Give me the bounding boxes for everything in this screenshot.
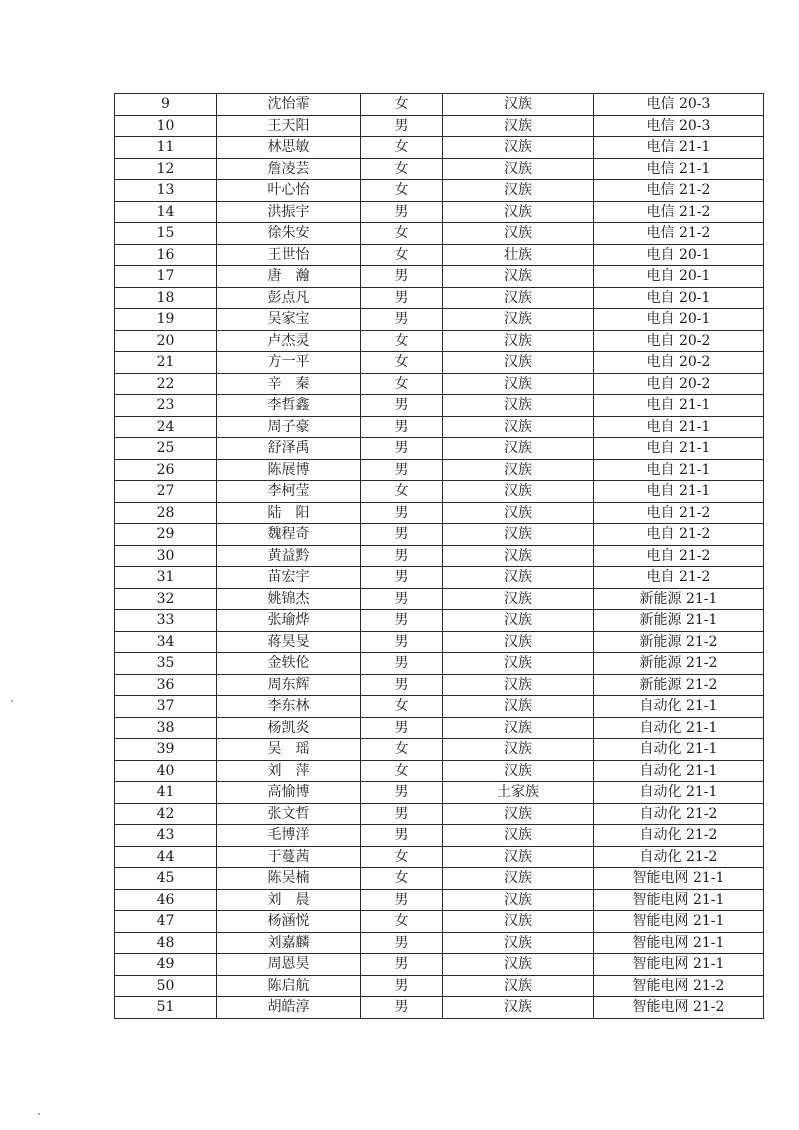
- ethnicity-cell: 汉族: [443, 975, 594, 997]
- table-row: [115, 502, 764, 524]
- student-name-cell: 于蔓茜: [217, 846, 361, 868]
- gender-cell: 女: [361, 94, 443, 116]
- table-row: [115, 567, 764, 589]
- ethnicity-cell: 土家族: [443, 782, 594, 804]
- gender-cell: 男: [361, 416, 443, 438]
- ethnicity-cell: 汉族: [443, 567, 594, 589]
- student-name-cell: 蒋昊旻: [217, 631, 361, 653]
- class-name-cell: 电信 20-3: [594, 94, 764, 116]
- class-name-cell: 电自 20-1: [594, 309, 764, 331]
- row-number-cell: 16: [115, 244, 217, 266]
- row-number-cell: 47: [115, 911, 217, 933]
- student-name-cell: 刘 萍: [217, 760, 361, 782]
- table-row: [115, 975, 764, 997]
- gender-cell: 女: [361, 481, 443, 503]
- row-number-cell: 10: [115, 115, 217, 137]
- ethnicity-cell: 汉族: [443, 803, 594, 825]
- table-row: [115, 416, 764, 438]
- row-number-cell: 49: [115, 954, 217, 976]
- table-row: [115, 739, 764, 761]
- table-row: [115, 201, 764, 223]
- table-row: [115, 180, 764, 202]
- table-row: [115, 459, 764, 481]
- gender-cell: 男: [361, 588, 443, 610]
- ethnicity-cell: 汉族: [443, 352, 594, 374]
- row-number-cell: 40: [115, 760, 217, 782]
- class-name-cell: 智能电网 21-2: [594, 997, 764, 1019]
- student-name-cell: 李柯莹: [217, 481, 361, 503]
- class-name-cell: 电信 21-2: [594, 180, 764, 202]
- class-name-cell: 电自 20-2: [594, 330, 764, 352]
- class-name-cell: 新能源 21-2: [594, 631, 764, 653]
- student-name-cell: 叶心怡: [217, 180, 361, 202]
- gender-cell: 女: [361, 180, 443, 202]
- table-row: [115, 696, 764, 718]
- class-name-cell: 新能源 21-2: [594, 674, 764, 696]
- student-name-cell: 沈怡霏: [217, 94, 361, 116]
- gender-cell: 女: [361, 158, 443, 180]
- student-name-cell: 周东辉: [217, 674, 361, 696]
- gender-cell: 女: [361, 244, 443, 266]
- row-number-cell: 35: [115, 653, 217, 675]
- class-name-cell: 智能电网 21-1: [594, 911, 764, 933]
- table-row: [115, 395, 764, 417]
- table-row: [115, 244, 764, 266]
- ethnicity-cell: 汉族: [443, 115, 594, 137]
- student-name-cell: 周子豪: [217, 416, 361, 438]
- row-number-cell: 21: [115, 352, 217, 374]
- ethnicity-cell: 汉族: [443, 911, 594, 933]
- row-number-cell: 42: [115, 803, 217, 825]
- gender-cell: 男: [361, 567, 443, 589]
- student-name-cell: 彭点凡: [217, 287, 361, 309]
- student-name-cell: 卢杰灵: [217, 330, 361, 352]
- gender-cell: 男: [361, 932, 443, 954]
- class-name-cell: 电自 21-2: [594, 545, 764, 567]
- student-name-cell: 周恩昊: [217, 954, 361, 976]
- gender-cell: 男: [361, 545, 443, 567]
- table-row: [115, 309, 764, 331]
- row-number-cell: 22: [115, 373, 217, 395]
- class-name-cell: 电自 21-1: [594, 395, 764, 417]
- table-row: [115, 825, 764, 847]
- class-name-cell: 智能电网 21-1: [594, 954, 764, 976]
- gender-cell: 女: [361, 846, 443, 868]
- row-number-cell: 50: [115, 975, 217, 997]
- gender-cell: 男: [361, 459, 443, 481]
- row-number-cell: 20: [115, 330, 217, 352]
- row-number-cell: 34: [115, 631, 217, 653]
- class-name-cell: 电信 21-1: [594, 158, 764, 180]
- row-number-cell: 25: [115, 438, 217, 460]
- row-number-cell: 46: [115, 889, 217, 911]
- gender-cell: 女: [361, 223, 443, 245]
- row-number-cell: 43: [115, 825, 217, 847]
- ethnicity-cell: 汉族: [443, 524, 594, 546]
- table-row: [115, 674, 764, 696]
- row-number-cell: 32: [115, 588, 217, 610]
- student-name-cell: 王世怡: [217, 244, 361, 266]
- class-name-cell: 电自 20-1: [594, 287, 764, 309]
- row-number-cell: 11: [115, 137, 217, 159]
- row-number-cell: 39: [115, 739, 217, 761]
- ethnicity-cell: 壮族: [443, 244, 594, 266]
- table-row: [115, 717, 764, 739]
- table-row: [115, 868, 764, 890]
- row-number-cell: 15: [115, 223, 217, 245]
- gender-cell: 女: [361, 352, 443, 374]
- student-name-cell: 魏程奇: [217, 524, 361, 546]
- table-row: [115, 889, 764, 911]
- ethnicity-cell: 汉族: [443, 416, 594, 438]
- gender-cell: 男: [361, 610, 443, 632]
- table-row: [115, 266, 764, 288]
- gender-cell: 男: [361, 717, 443, 739]
- class-name-cell: 电自 20-2: [594, 352, 764, 374]
- table-row: [115, 588, 764, 610]
- student-name-cell: 李哲鑫: [217, 395, 361, 417]
- gender-cell: 女: [361, 137, 443, 159]
- gender-cell: 男: [361, 889, 443, 911]
- student-name-cell: 苗宏宇: [217, 567, 361, 589]
- ethnicity-cell: 汉族: [443, 330, 594, 352]
- table-row: [115, 631, 764, 653]
- ethnicity-cell: 汉族: [443, 588, 594, 610]
- class-name-cell: 电信 21-1: [594, 137, 764, 159]
- class-name-cell: 电自 21-2: [594, 502, 764, 524]
- class-name-cell: 新能源 21-2: [594, 653, 764, 675]
- ethnicity-cell: 汉族: [443, 846, 594, 868]
- student-name-cell: 陈吴楠: [217, 868, 361, 890]
- gender-cell: 男: [361, 115, 443, 137]
- table-row: [115, 997, 764, 1019]
- row-number-cell: 44: [115, 846, 217, 868]
- gender-cell: 男: [361, 803, 443, 825]
- table-row: [115, 524, 764, 546]
- scan-speck: [38, 1113, 40, 1115]
- ethnicity-cell: 汉族: [443, 373, 594, 395]
- ethnicity-cell: 汉族: [443, 287, 594, 309]
- class-name-cell: 自动化 21-1: [594, 760, 764, 782]
- class-name-cell: 电自 21-1: [594, 481, 764, 503]
- class-name-cell: 电信 21-2: [594, 201, 764, 223]
- row-number-cell: 38: [115, 717, 217, 739]
- ethnicity-cell: 汉族: [443, 954, 594, 976]
- student-name-cell: 毛博洋: [217, 825, 361, 847]
- row-number-cell: 27: [115, 481, 217, 503]
- ethnicity-cell: 汉族: [443, 180, 594, 202]
- class-name-cell: 新能源 21-1: [594, 610, 764, 632]
- gender-cell: 男: [361, 201, 443, 223]
- row-number-cell: 30: [115, 545, 217, 567]
- row-number-cell: 36: [115, 674, 217, 696]
- class-name-cell: 智能电网 21-1: [594, 889, 764, 911]
- student-name-cell: 金轶伦: [217, 653, 361, 675]
- table-row: [115, 481, 764, 503]
- student-name-cell: 陈展博: [217, 459, 361, 481]
- ethnicity-cell: 汉族: [443, 653, 594, 675]
- class-name-cell: 电自 21-2: [594, 567, 764, 589]
- ethnicity-cell: 汉族: [443, 631, 594, 653]
- ethnicity-cell: 汉族: [443, 137, 594, 159]
- student-name-cell: 林思敏: [217, 137, 361, 159]
- row-number-cell: 48: [115, 932, 217, 954]
- table-row: [115, 610, 764, 632]
- table-row: [115, 330, 764, 352]
- ethnicity-cell: 汉族: [443, 889, 594, 911]
- student-name-cell: 徐朱安: [217, 223, 361, 245]
- table-row: [115, 954, 764, 976]
- row-number-cell: 9: [115, 94, 217, 116]
- gender-cell: 男: [361, 524, 443, 546]
- row-number-cell: 28: [115, 502, 217, 524]
- student-name-cell: 张瑜烨: [217, 610, 361, 632]
- table-row: [115, 782, 764, 804]
- class-name-cell: 自动化 21-1: [594, 739, 764, 761]
- student-name-cell: 姚锦杰: [217, 588, 361, 610]
- class-name-cell: 电自 21-1: [594, 438, 764, 460]
- ethnicity-cell: 汉族: [443, 158, 594, 180]
- class-name-cell: 电自 20-1: [594, 266, 764, 288]
- row-number-cell: 24: [115, 416, 217, 438]
- row-number-cell: 37: [115, 696, 217, 718]
- ethnicity-cell: 汉族: [443, 868, 594, 890]
- row-number-cell: 23: [115, 395, 217, 417]
- ethnicity-cell: 汉族: [443, 997, 594, 1019]
- student-name-cell: 刘嘉麟: [217, 932, 361, 954]
- gender-cell: 女: [361, 373, 443, 395]
- student-name-cell: 洪振宇: [217, 201, 361, 223]
- gender-cell: 男: [361, 502, 443, 524]
- class-name-cell: 自动化 21-1: [594, 717, 764, 739]
- class-name-cell: 电自 20-2: [594, 373, 764, 395]
- row-number-cell: 18: [115, 287, 217, 309]
- class-name-cell: 电自 21-2: [594, 524, 764, 546]
- ethnicity-cell: 汉族: [443, 223, 594, 245]
- ethnicity-cell: 汉族: [443, 825, 594, 847]
- table-row: [115, 545, 764, 567]
- table-row: [115, 352, 764, 374]
- gender-cell: 男: [361, 266, 443, 288]
- class-name-cell: 电自 20-1: [594, 244, 764, 266]
- class-name-cell: 电信 20-3: [594, 115, 764, 137]
- student-roster-table: [114, 93, 764, 1019]
- ethnicity-cell: 汉族: [443, 696, 594, 718]
- ethnicity-cell: 汉族: [443, 201, 594, 223]
- gender-cell: 男: [361, 975, 443, 997]
- student-name-cell: 刘 晨: [217, 889, 361, 911]
- gender-cell: 女: [361, 760, 443, 782]
- class-name-cell: 自动化 21-2: [594, 846, 764, 868]
- student-name-cell: 陈启航: [217, 975, 361, 997]
- class-name-cell: 自动化 21-2: [594, 803, 764, 825]
- class-name-cell: 自动化 21-2: [594, 825, 764, 847]
- gender-cell: 男: [361, 782, 443, 804]
- student-name-cell: 吴 瑶: [217, 739, 361, 761]
- ethnicity-cell: 汉族: [443, 94, 594, 116]
- student-name-cell: 詹凌芸: [217, 158, 361, 180]
- table-row: [115, 137, 764, 159]
- table-row: [115, 803, 764, 825]
- row-number-cell: 19: [115, 309, 217, 331]
- gender-cell: 男: [361, 674, 443, 696]
- row-number-cell: 12: [115, 158, 217, 180]
- row-number-cell: 13: [115, 180, 217, 202]
- gender-cell: 男: [361, 653, 443, 675]
- class-name-cell: 新能源 21-1: [594, 588, 764, 610]
- ethnicity-cell: 汉族: [443, 610, 594, 632]
- row-number-cell: 31: [115, 567, 217, 589]
- class-name-cell: 电自 21-1: [594, 416, 764, 438]
- row-number-cell: 26: [115, 459, 217, 481]
- student-name-cell: 辛 秦: [217, 373, 361, 395]
- gender-cell: 男: [361, 954, 443, 976]
- gender-cell: 男: [361, 395, 443, 417]
- ethnicity-cell: 汉族: [443, 932, 594, 954]
- student-name-cell: 吴家宝: [217, 309, 361, 331]
- scan-speck: [11, 700, 13, 702]
- class-name-cell: 智能电网 21-1: [594, 868, 764, 890]
- student-name-cell: 唐 瀚: [217, 266, 361, 288]
- table-row: [115, 438, 764, 460]
- row-number-cell: 45: [115, 868, 217, 890]
- ethnicity-cell: 汉族: [443, 395, 594, 417]
- row-number-cell: 51: [115, 997, 217, 1019]
- class-name-cell: 自动化 21-1: [594, 782, 764, 804]
- gender-cell: 女: [361, 739, 443, 761]
- row-number-cell: 17: [115, 266, 217, 288]
- class-name-cell: 电信 21-2: [594, 223, 764, 245]
- gender-cell: 女: [361, 696, 443, 718]
- gender-cell: 男: [361, 825, 443, 847]
- student-name-cell: 王天阳: [217, 115, 361, 137]
- table-row: [115, 760, 764, 782]
- table-row: [115, 373, 764, 395]
- ethnicity-cell: 汉族: [443, 760, 594, 782]
- class-name-cell: 智能电网 21-2: [594, 975, 764, 997]
- ethnicity-cell: 汉族: [443, 309, 594, 331]
- ethnicity-cell: 汉族: [443, 481, 594, 503]
- ethnicity-cell: 汉族: [443, 674, 594, 696]
- gender-cell: 男: [361, 997, 443, 1019]
- student-name-cell: 杨凯炎: [217, 717, 361, 739]
- table-row: [115, 115, 764, 137]
- student-name-cell: 杨涵悦: [217, 911, 361, 933]
- table-row: [115, 932, 764, 954]
- gender-cell: 女: [361, 911, 443, 933]
- gender-cell: 男: [361, 309, 443, 331]
- student-name-cell: 黄益黔: [217, 545, 361, 567]
- row-number-cell: 14: [115, 201, 217, 223]
- roster-table-body: [115, 94, 764, 1019]
- gender-cell: 男: [361, 631, 443, 653]
- row-number-cell: 29: [115, 524, 217, 546]
- class-name-cell: 自动化 21-1: [594, 696, 764, 718]
- table-row: [115, 158, 764, 180]
- gender-cell: 男: [361, 438, 443, 460]
- table-row: [115, 911, 764, 933]
- ethnicity-cell: 汉族: [443, 266, 594, 288]
- table-row: [115, 287, 764, 309]
- ethnicity-cell: 汉族: [443, 545, 594, 567]
- student-name-cell: 胡皓淳: [217, 997, 361, 1019]
- class-name-cell: 智能电网 21-1: [594, 932, 764, 954]
- student-name-cell: 陆 阳: [217, 502, 361, 524]
- table-row: [115, 846, 764, 868]
- gender-cell: 男: [361, 287, 443, 309]
- ethnicity-cell: 汉族: [443, 502, 594, 524]
- student-name-cell: 方一平: [217, 352, 361, 374]
- gender-cell: 女: [361, 330, 443, 352]
- table-row: [115, 653, 764, 675]
- class-name-cell: 电自 21-1: [594, 459, 764, 481]
- ethnicity-cell: 汉族: [443, 739, 594, 761]
- student-name-cell: 张文哲: [217, 803, 361, 825]
- row-number-cell: 41: [115, 782, 217, 804]
- student-name-cell: 舒泽禹: [217, 438, 361, 460]
- row-number-cell: 33: [115, 610, 217, 632]
- table-row: [115, 94, 764, 116]
- ethnicity-cell: 汉族: [443, 459, 594, 481]
- student-name-cell: 高愉博: [217, 782, 361, 804]
- ethnicity-cell: 汉族: [443, 438, 594, 460]
- table-row: [115, 223, 764, 245]
- ethnicity-cell: 汉族: [443, 717, 594, 739]
- student-name-cell: 李东林: [217, 696, 361, 718]
- gender-cell: 女: [361, 868, 443, 890]
